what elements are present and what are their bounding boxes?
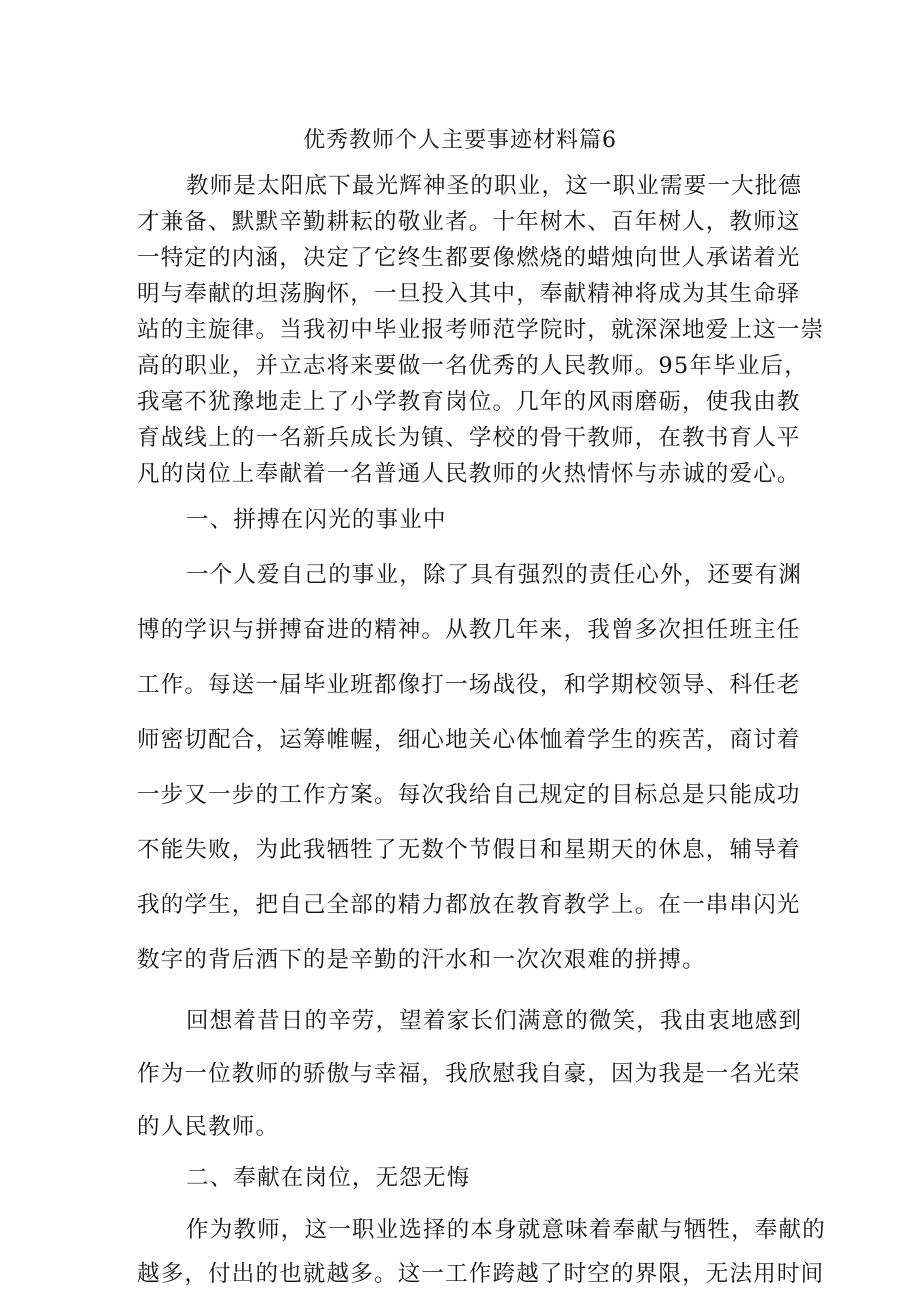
text-line: 师密切配合，运筹帷幄，细心地关心体恤着学生的疾苦，商讨着 [137,727,801,753]
text-line: 数字的背后洒下的是辛勤的汗水和一次次艰难的拼搏。 [137,947,706,973]
text-line: 作为一位教师的骄傲与幸福，我欣慰我自豪，因为我是一名光荣 [137,1061,801,1087]
text-line: 我毫不犹豫地走上了小学教育岗位。几年的风雨磨砺，使我由教 [137,389,801,415]
text-line: 明与奉献的坦荡胸怀，一旦投入其中，奉献精神将成为其生命驿 [137,281,801,307]
text-line: 的人民教师。 [137,1114,280,1140]
text-line: 才兼备、默默辛勤耕耘的敬业者。十年树木、百年树人，教师这 [137,209,801,235]
page-title: 优秀教师个人主要事迹材料篇6 [303,128,617,153]
text-line: 我的学生，把自己全部的精力都放在教育教学上。在一串串闪光 [137,892,801,918]
text-line: 作为教师，这一职业选择的本身就意味着奉献与牺牲，奉献的 [186,1217,826,1243]
text-line: 站的主旋律。当我初中毕业报考师范学院时，就深深地爱上这一崇 [137,317,825,343]
text-line: 博的学识与拼搏奋进的精神。从教几年来，我曾多次担任班主任 [137,617,801,643]
text-line: 凡的岗位上奉献着一名普通人民教师的火热情怀与赤诚的爱心。 [137,461,801,487]
text-line: 回想着昔日的辛劳，望着家长们满意的微笑，我由衷地感到 [186,1008,803,1034]
text-line: 工作。每送一届毕业班都像打一场战役，和学期校领导、科任老 [137,672,801,698]
text-line: 高的职业，并立志将来要做一名优秀的人民教师。95年毕业后， [137,353,808,379]
section-heading-1: 一、拼搏在闪光的事业中 [186,507,447,533]
section-heading-2: 二、奉献在岗位，无怨无悔 [186,1165,471,1191]
text-line: 教师是太阳底下最光辉神圣的职业，这一职业需要一大批德 [186,173,803,199]
text-line: 一步又一步的工作方案。每次我给自己规定的目标总是只能成功 [137,782,801,808]
text-line: 不能失败，为此我牺牲了无数个节假日和星期天的休息，辅导着 [137,837,801,863]
text-line: 一特定的内涵，决定了它终生都要像燃烧的蜡烛向世人承诺着光 [137,245,801,271]
text-line: 越多，付出的也就越多。这一工作跨越了时空的界限，无法用时间 [137,1261,825,1287]
text-line: 育战线上的一名新兵成长为镇、学校的骨干教师，在教书育人平 [137,425,801,451]
text-line: 一个人爱自己的事业，除了具有强烈的责任心外，还要有渊 [186,562,803,588]
